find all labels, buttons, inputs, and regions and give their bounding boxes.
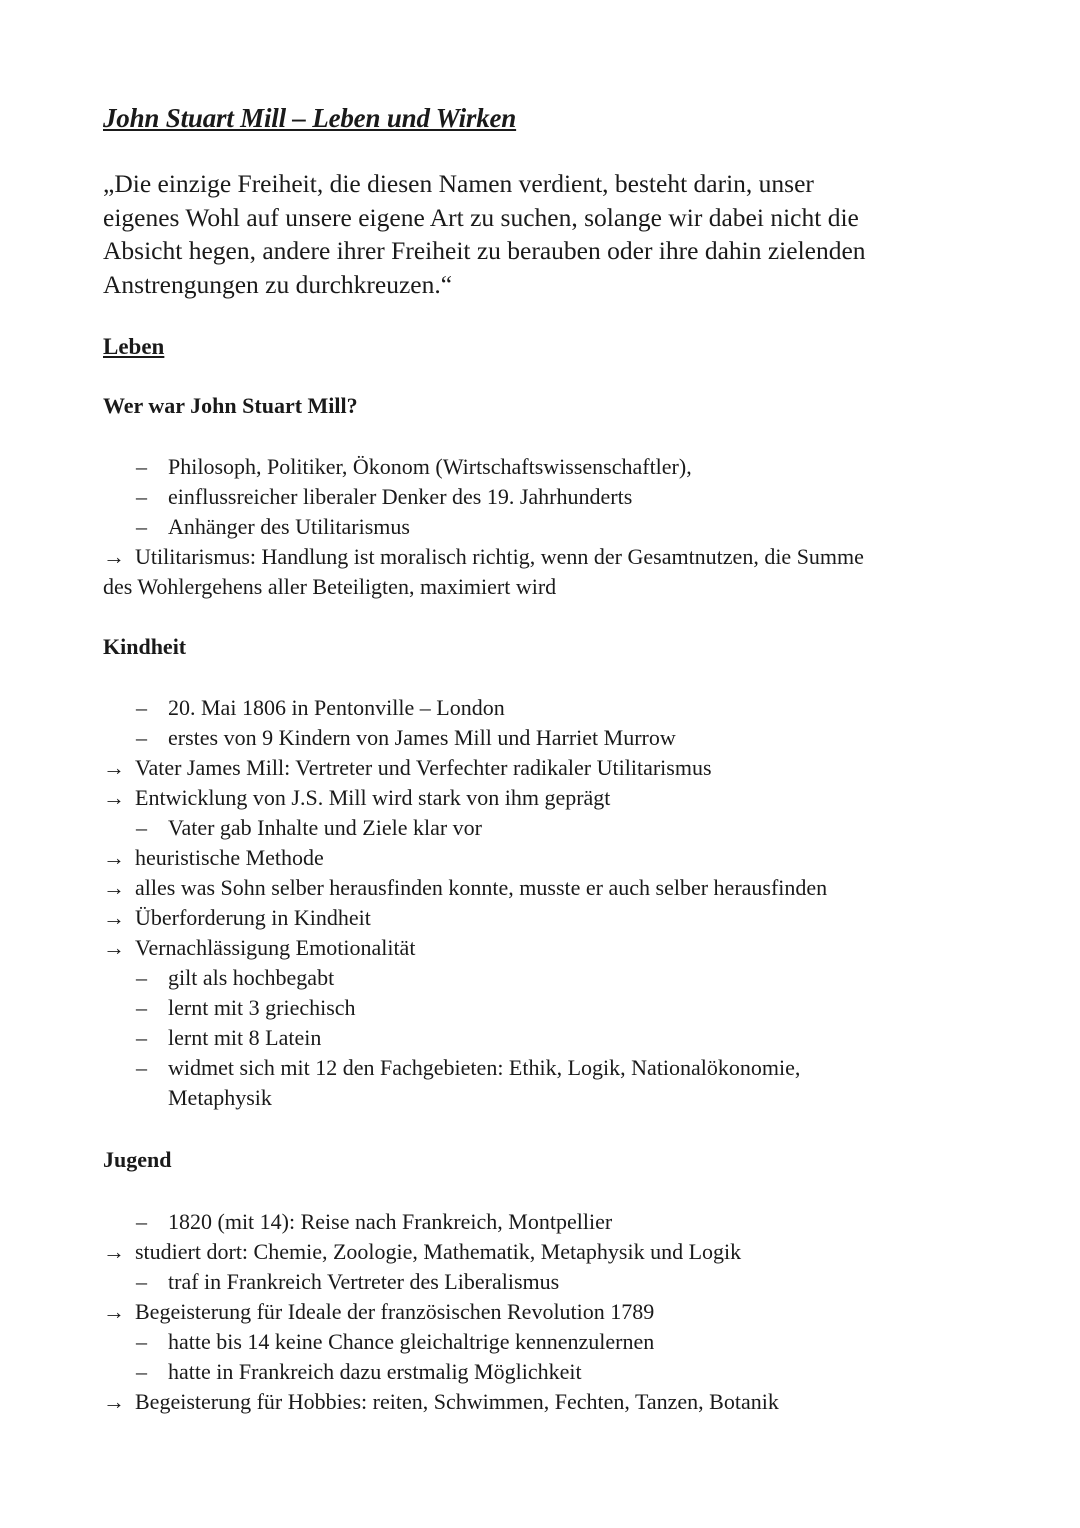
- list-item: → Überforderung in Kindheit: [103, 903, 983, 933]
- list-item: – hatte in Frankreich dazu erstmalig Möglichkeit: [103, 1357, 983, 1387]
- arrow-bullet: →: [103, 845, 125, 870]
- list-item: – gilt als hochbegabt: [103, 963, 983, 993]
- list-item: → Entwicklung von J.S. Mill wird stark von ihm geprägt: [103, 783, 983, 813]
- subheading-kindheit: Kindheit: [103, 634, 187, 659]
- arrow-bullet: →: [103, 1299, 125, 1324]
- arrow-bullet: →: [103, 755, 125, 780]
- list-item-continuation: Metaphysik: [168, 1085, 272, 1110]
- dash-bullet: –: [136, 815, 147, 840]
- section-heading-leben: Leben: [103, 334, 165, 359]
- list-wer-war: [103, 452, 983, 602]
- dash-bullet: –: [136, 725, 147, 750]
- list-item: → Vater James Mill: Vertreter und Verfechter radikaler Utilitarismus: [103, 753, 983, 783]
- arrow-bullet: →: [103, 935, 125, 960]
- dash-bullet: –: [136, 454, 147, 479]
- dash-bullet: –: [136, 1329, 147, 1354]
- list-item: – 1820 (mit 14): Reise nach Frankreich, Montpellier: [103, 1207, 983, 1237]
- list-item: → Begeisterung für Hobbies: reiten, Schwimmen, Fechten, Tanzen, Botanik: [103, 1387, 983, 1417]
- list-item: – Philosoph, Politiker, Ökonom (Wirtschaftswissenschaftler),: [103, 452, 983, 482]
- arrow-bullet: →: [103, 1389, 125, 1414]
- quote-line: eigenes Wohl auf unsere eigene Art zu suchen, solange wir dabei nicht die: [103, 202, 859, 232]
- subheading-wer-war: Wer war John Stuart Mill?: [103, 393, 358, 418]
- dash-bullet: –: [136, 965, 147, 990]
- arrow-bullet: →: [103, 905, 125, 930]
- dash-bullet: –: [136, 695, 147, 720]
- list-item: → Utilitarismus: Handlung ist moralisch richtig, wenn der Gesamtnutzen, die Summe: [103, 542, 983, 572]
- list-item: – einflussreicher liberaler Denker des 19. Jahrhunderts: [103, 482, 983, 512]
- list-item: → heuristische Methode: [103, 843, 983, 873]
- dash-bullet: –: [136, 1055, 147, 1080]
- list-item: → Begeisterung für Ideale der französischen Revolution 1789: [103, 1297, 983, 1327]
- quote-line: Absicht hegen, andere ihrer Freiheit zu berauben oder ihre dahin zielenden: [103, 236, 866, 265]
- list-item: – hatte bis 14 keine Chance gleichaltrige kennenzulernen: [103, 1327, 983, 1357]
- document-title: John Stuart Mill – Leben und Wirken: [103, 103, 517, 133]
- subheading-jugend: Jugend: [103, 1147, 172, 1172]
- arrow-bullet: →: [103, 875, 125, 900]
- list-item: – lernt mit 3 griechisch: [103, 993, 983, 1023]
- list-item: – 20. Mai 1806 in Pentonville – London: [103, 693, 983, 723]
- list-item: – Vater gab Inhalte und Ziele klar vor: [103, 813, 983, 843]
- dash-bullet: –: [136, 995, 147, 1020]
- list-item: – Anhänger des Utilitarismus: [103, 512, 983, 542]
- quote-line: „Die einzige Freiheit, die diesen Namen verdient, besteht darin, unser: [103, 169, 814, 198]
- quote-line: Anstrengungen zu durchkreuzen.“: [103, 269, 453, 299]
- dash-bullet: –: [136, 514, 147, 539]
- dash-bullet: –: [136, 1025, 147, 1050]
- arrow-bullet: →: [103, 544, 125, 569]
- list-item-continuation: des Wohlergehens aller Beteiligten, maximiert wird: [103, 574, 557, 599]
- arrow-bullet: →: [103, 1239, 125, 1264]
- dash-bullet: –: [136, 484, 147, 509]
- dash-bullet: –: [136, 1359, 147, 1384]
- list-item: – lernt mit 8 Latein: [103, 1023, 983, 1053]
- list-item: → Vernachlässigung Emotionalität: [103, 933, 983, 963]
- list-kindheit: [103, 693, 983, 1113]
- dash-bullet: –: [136, 1269, 147, 1294]
- list-item: → alles was Sohn selber herausfinden konnte, musste er auch selber herausfinden: [103, 873, 983, 903]
- dash-bullet: –: [136, 1209, 147, 1234]
- list-item: → studiert dort: Chemie, Zoologie, Mathematik, Metaphysik und Logik: [103, 1237, 983, 1267]
- list-item: – erstes von 9 Kindern von James Mill und Harriet Murrow: [103, 723, 983, 753]
- quote-block: [103, 167, 983, 301]
- list-jugend: [103, 1207, 983, 1417]
- list-item: – traf in Frankreich Vertreter des Liberalismus: [103, 1267, 983, 1297]
- list-item: – widmet sich mit 12 den Fachgebieten: Ethik, Logik, Nationalökonomie,: [103, 1053, 983, 1083]
- arrow-bullet: →: [103, 785, 125, 810]
